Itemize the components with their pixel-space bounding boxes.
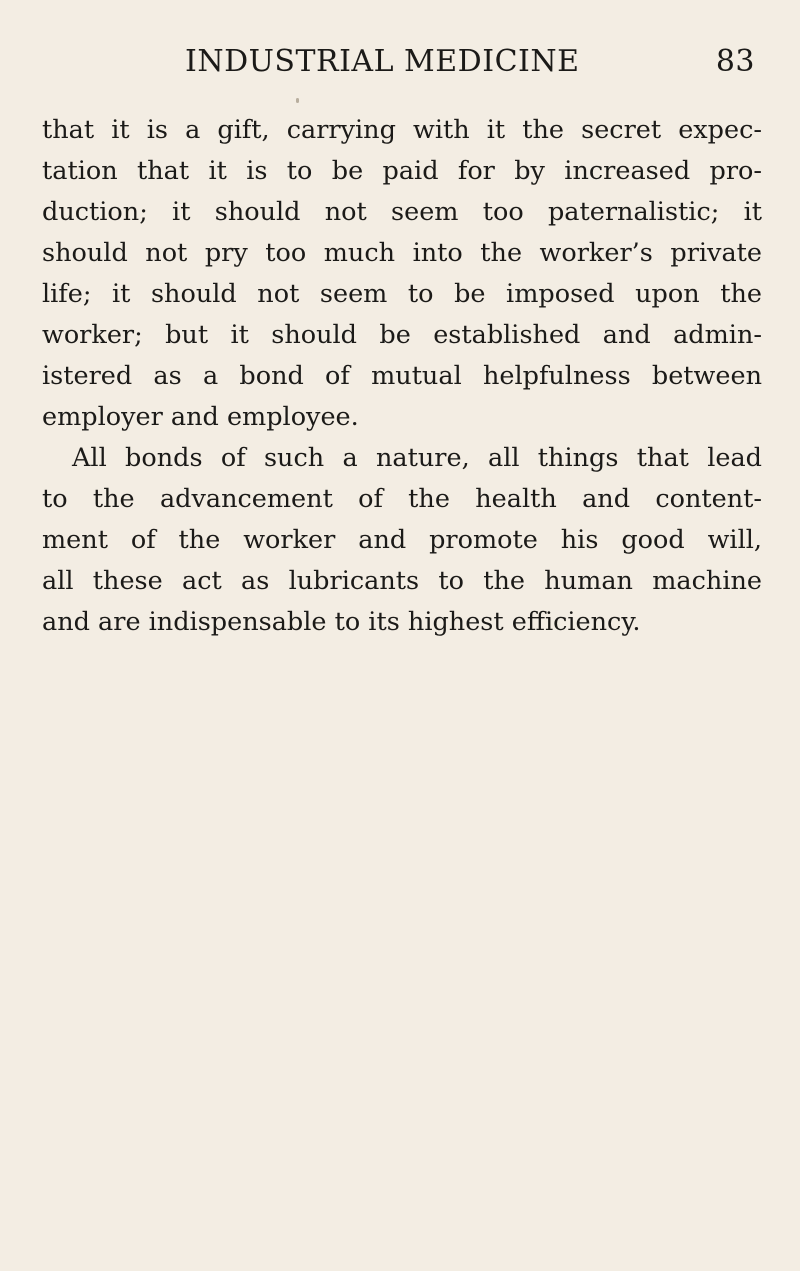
- text-line: tation that it is to be paid for by increased pro-: [42, 156, 762, 186]
- text-line: duction; it should not seem too paternalistic; it: [42, 197, 762, 227]
- paragraph: [42, 110, 762, 438]
- paper-speck: [296, 98, 299, 103]
- running-head: [185, 44, 755, 94]
- text-line: istered as a bond of mutual helpfulness between: [42, 361, 762, 391]
- text-line: All bonds of such a nature, all things that lead: [72, 443, 762, 473]
- text-line: employer and employee.: [42, 402, 359, 432]
- text-line: ment of the worker and promote his good will,: [42, 525, 762, 555]
- text-line: worker; but it should be established and admin-: [42, 320, 762, 350]
- body-text: [42, 110, 762, 643]
- text-line: all these act as lubricants to the human machine: [42, 566, 762, 596]
- text-line: life; it should not seem to be imposed upon the: [42, 279, 762, 309]
- running-head-title: INDUSTRIAL MEDICINE: [185, 44, 580, 79]
- text-line: and are indispensable to its highest efficiency.: [42, 607, 641, 637]
- text-line: should not pry too much into the worker’s private: [42, 238, 762, 268]
- text-line: to the advancement of the health and content-: [42, 484, 762, 514]
- text-line: that it is a gift, carrying with it the secret expec-: [42, 115, 762, 145]
- page-number: 83: [715, 44, 755, 79]
- paragraph: [42, 438, 762, 643]
